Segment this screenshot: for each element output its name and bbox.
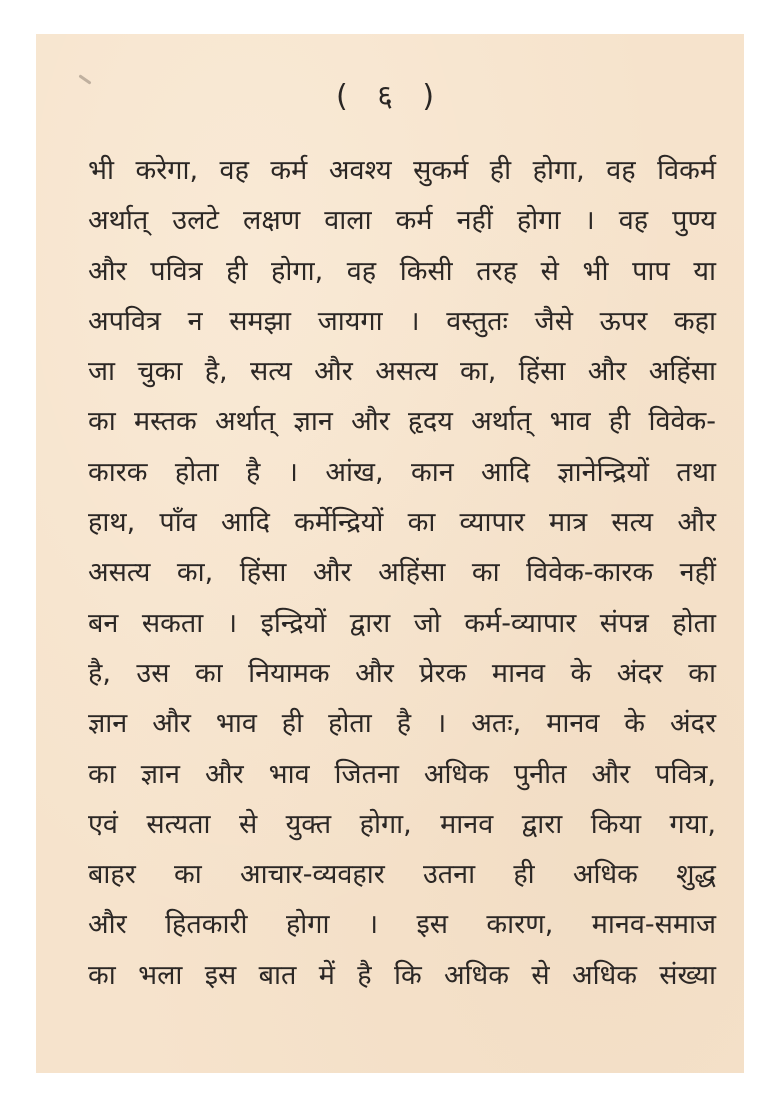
text-line: कारक होता है । आंख, कान आदि ज्ञानेन्द्रियों तथा xyxy=(88,456,716,488)
text-line: ज्ञान और भाव ही होता है । अतः, मानव के अंदर xyxy=(88,708,716,740)
text-line: अर्थात् उलटे लक्षण वाला कर्म नहीं होगा । वह पुण्य xyxy=(88,205,716,237)
text-line: का मस्तक अर्थात् ज्ञान और हृदय अर्थात् भाव ही विवेक- xyxy=(88,406,716,438)
book-page xyxy=(36,34,744,1073)
text-line: और पवित्र ही होगा, वह किसी तरह से भी पाप या xyxy=(88,255,716,287)
text-line: अपवित्र न समझा जायगा । वस्तुतः जैसे ऊपर कहा xyxy=(88,305,716,337)
text-line: और हितकारी होगा । इस कारण, मानव-समाज xyxy=(88,909,716,941)
text-line: जा चुका है, सत्य और असत्य का, हिंसा और अहिंसा xyxy=(88,356,716,388)
text-line: है, उस का नियामक और प्रेरक मानव के अंदर का xyxy=(88,657,716,689)
text-line: हाथ, पाँव आदि कर्मेन्द्रियों का व्यापार मात्र सत्य और xyxy=(88,507,716,539)
text-line: भी करेगा, वह कर्म अवश्य सुकर्म ही होगा, वह विकर्म xyxy=(88,155,716,186)
page-body-text xyxy=(88,146,716,1001)
page-number: ( ६ ) xyxy=(335,79,445,114)
text-line: असत्य का, हिंसा और अहिंसा का विवेक-कारक नहीं xyxy=(88,557,716,589)
text-line: का भला इस बात में है कि अधिक से अधिक संख्या xyxy=(88,959,716,991)
text-line: एवं सत्यता से युक्त होगा, मानव द्वारा किया गया, xyxy=(88,808,716,840)
text-line: का ज्ञान और भाव जितना अधिक पुनीत और पवित्र, xyxy=(88,758,716,790)
text-line: बाहर का आचार-व्यवहार उतना ही अधिक शुद्ध xyxy=(88,859,716,891)
text-line: बन सकता । इन्द्रियों द्वारा जो कर्म-व्यापार संपन्न होता xyxy=(88,607,716,639)
